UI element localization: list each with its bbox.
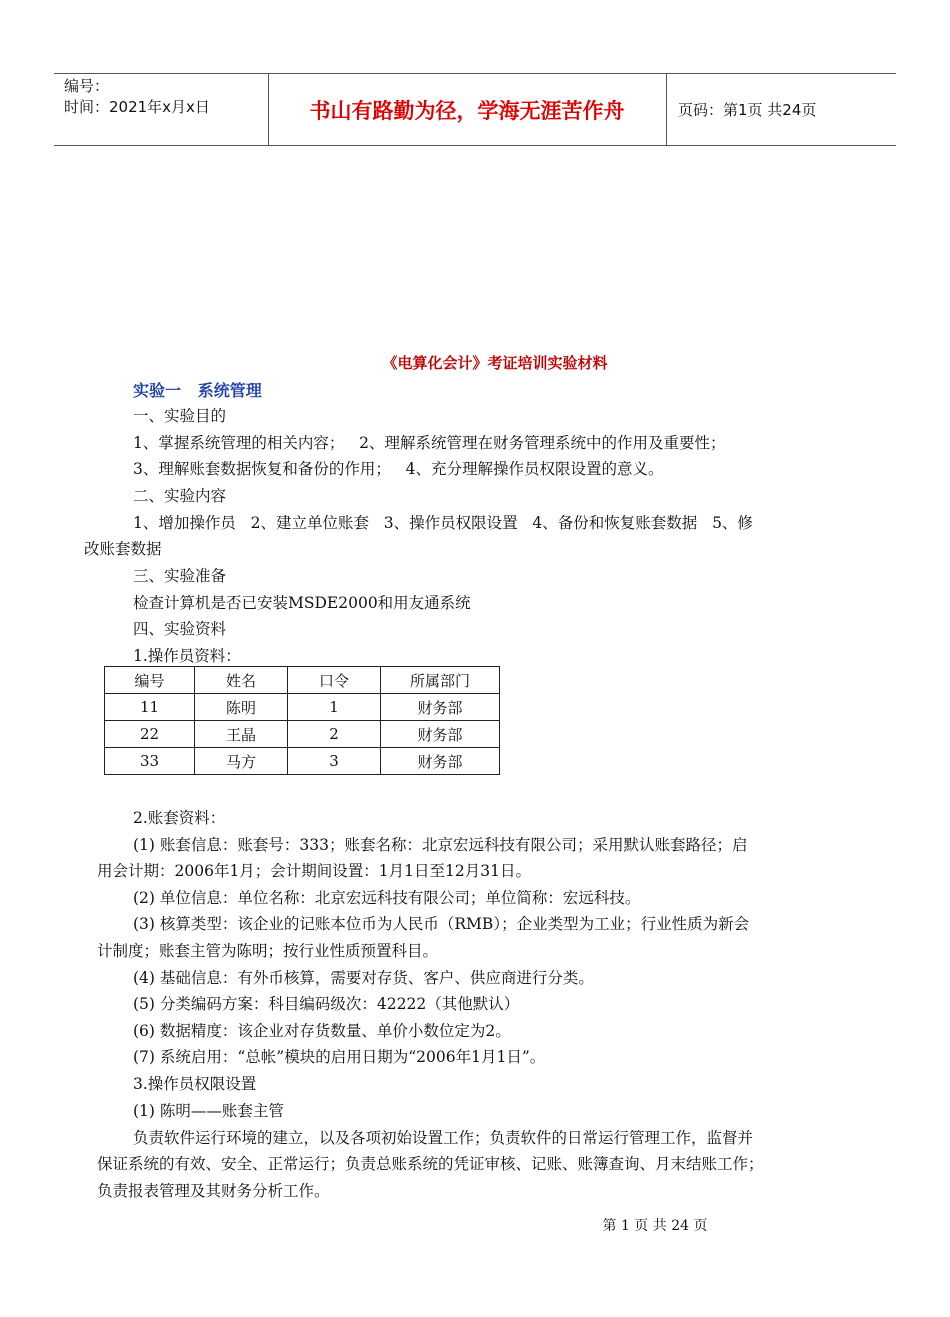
table-header-cell: 姓名 xyxy=(195,667,288,694)
paragraph-line: 3.操作员权限设置 xyxy=(133,1075,257,1093)
table-row xyxy=(105,748,500,775)
table-cell: 财务部 xyxy=(381,721,500,748)
header-bottom-rule xyxy=(54,145,896,146)
paragraph-line: 1、增加操作员 2、建立单位账套 3、操作员权限设置 4、备份和恢复账套数据 5、修 xyxy=(133,514,753,532)
paragraph-line: 一、实验目的 xyxy=(133,407,227,425)
table-header-cell: 编号 xyxy=(105,667,195,694)
table-cell: 33 xyxy=(105,748,195,775)
paragraph-line: 1.操作员资料： xyxy=(133,647,241,665)
header-motto: 书山有路勤为径，学海无涯苦作舟 xyxy=(309,99,625,123)
experiment-title: 实验一 系统管理 xyxy=(133,381,262,400)
header-divider xyxy=(666,73,667,145)
paragraph-line: 2.账套资料： xyxy=(133,809,226,827)
table-cell: 财务部 xyxy=(381,748,500,775)
paragraph-line: 负责软件运行环境的建立，以及各项初始设置工作；负责软件的日常运行管理工作，监督并 xyxy=(133,1129,754,1147)
table-header-cell: 所属部门 xyxy=(381,667,500,694)
paragraph-line: 二、实验内容 xyxy=(133,487,227,505)
table-cell: 22 xyxy=(105,721,195,748)
paragraph-line: 用会计期：2006年1月；会计期间设置：1月1日至12月31日。 xyxy=(97,862,531,880)
paragraph-line: (3) 核算类型：该企业的记账本位币为人民币（RMB）；企业类型为工业；行业性质为新会 xyxy=(133,915,750,933)
table-cell: 11 xyxy=(105,694,195,721)
paragraph-line: 负责报表管理及其财务分析工作。 xyxy=(97,1182,330,1200)
paragraph-line: (1) 账套信息：账套号：333；账套名称：北京宏远科技有限公司；采用默认账套路径；启 xyxy=(133,836,748,854)
table-cell: 1 xyxy=(288,694,381,721)
operator-table xyxy=(104,666,500,775)
paragraph-line: 四、实验资料 xyxy=(133,620,227,638)
paragraph-line: 改账套数据 xyxy=(84,540,162,558)
document-time-label: 时间：2021年x月x日 xyxy=(64,98,210,116)
table-cell: 陈明 xyxy=(195,694,288,721)
table-cell: 王晶 xyxy=(195,721,288,748)
header-top-rule xyxy=(54,73,896,74)
document-number-label: 编号： xyxy=(64,77,110,95)
paragraph-line: (6) 数据精度：该企业对存货数量、单价小数位定为2。 xyxy=(133,1022,511,1040)
paragraph-line: (5) 分类编码方案：科目编码级次：42222（其他默认） xyxy=(133,995,520,1013)
table-cell: 3 xyxy=(288,748,381,775)
table-header-cell: 口令 xyxy=(288,667,381,694)
paragraph-line: (4) 基础信息：有外币核算，需要对存货、客户、供应商进行分类。 xyxy=(133,969,594,987)
paragraph-line: (2) 单位信息：单位名称：北京宏远科技有限公司；单位简称：宏远科技。 xyxy=(133,889,641,907)
header-meta xyxy=(64,76,210,118)
document-title: 《电算化会计》考证培训实验材料 xyxy=(382,354,608,372)
table-cell: 马方 xyxy=(195,748,288,775)
paragraph-line: 保证系统的有效、安全、正常运行；负责总账系统的凭证审核、记账、账簿查询、月末结账工作； xyxy=(97,1155,764,1173)
table-row xyxy=(105,721,500,748)
page-footer: 第 1 页 共 24 页 xyxy=(602,1218,708,1234)
paragraph-line: (1) 陈明——账套主管 xyxy=(133,1102,284,1120)
paragraph-line: 1、掌握系统管理的相关内容； 2、理解系统管理在财务管理系统中的作用及重要性； xyxy=(133,434,726,452)
table-row xyxy=(105,694,500,721)
paragraph-line: 检查计算机是否已安装MSDE2000和用友通系统 xyxy=(133,594,471,612)
paragraph-line: 三、实验准备 xyxy=(133,567,227,585)
paragraph-line: (7) 系统启用：“总帐”模块的启用日期为“2006年1月1日”。 xyxy=(133,1048,546,1066)
table-cell: 2 xyxy=(288,721,381,748)
table-header-row xyxy=(105,667,500,694)
header-page-label: 页码：第1页 共24页 xyxy=(678,101,817,119)
paragraph-line: 3、理解账套数据恢复和备份的作用； 4、充分理解操作员权限设置的意义。 xyxy=(133,460,664,478)
table-cell: 财务部 xyxy=(381,694,500,721)
paragraph-line: 计制度；账套主管为陈明；按行业性质预置科目。 xyxy=(97,942,439,960)
